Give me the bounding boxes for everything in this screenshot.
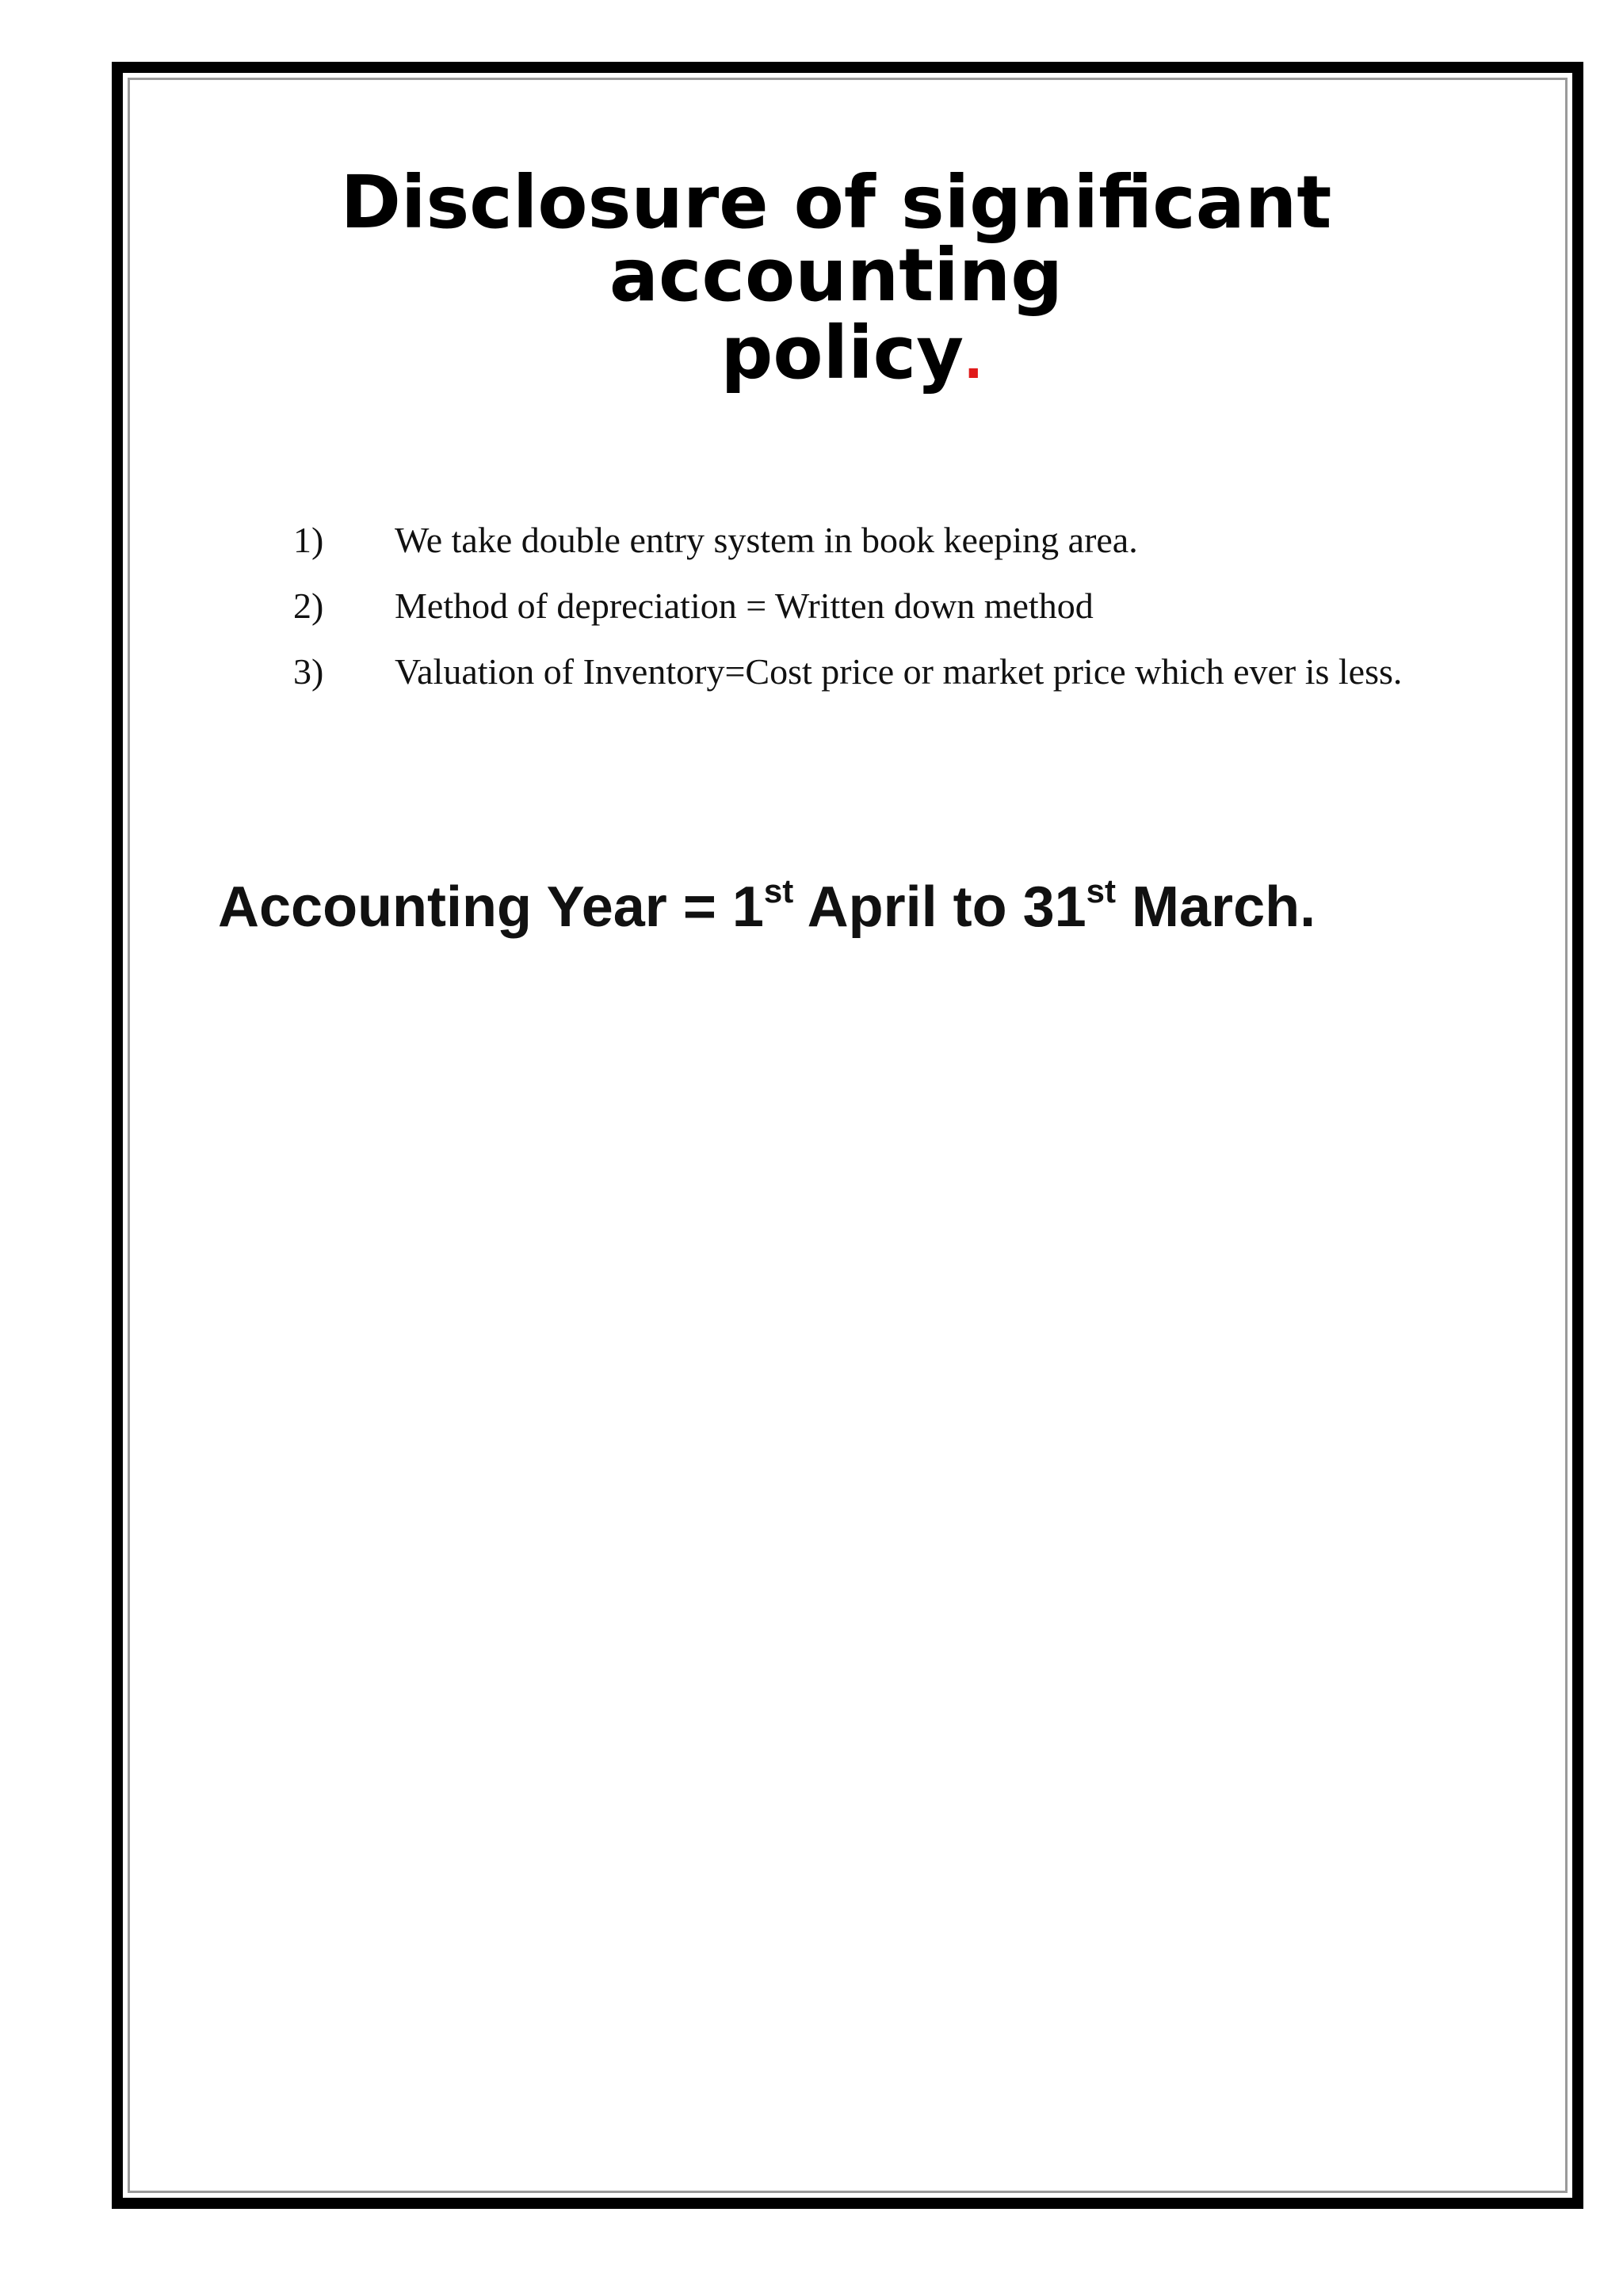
ordinal-suffix-1: st <box>763 872 794 910</box>
list-item-text: Method of depreciation = Written down method <box>395 585 1094 626</box>
title-red-dot: . <box>964 332 983 391</box>
list-item <box>293 507 1403 573</box>
accounting-year-suffix: March. <box>1116 875 1316 939</box>
list-item-number: 3) <box>293 651 324 692</box>
page-title-line-1: Disclosure of significant accounting <box>340 160 1332 318</box>
page-title-line-2 <box>158 311 1514 395</box>
list-item-text: We take double entry system in book keeping area. <box>395 520 1138 560</box>
page-title-policy-word: policy <box>720 311 964 395</box>
list-item-number: 1) <box>293 520 324 560</box>
accounting-policy-list <box>293 507 1403 704</box>
accounting-year-statement <box>218 873 1565 941</box>
list-item <box>293 639 1403 704</box>
list-item <box>293 573 1403 639</box>
list-item-text: Valuation of Inventory=Cost price or market price which ever is less. <box>395 651 1403 692</box>
accounting-year-middle: April to 31 <box>793 875 1086 939</box>
accounting-year-prefix: Accounting Year = 1 <box>218 875 764 939</box>
list-item-number: 2) <box>293 585 324 626</box>
ordinal-suffix-2: st <box>1086 872 1117 910</box>
